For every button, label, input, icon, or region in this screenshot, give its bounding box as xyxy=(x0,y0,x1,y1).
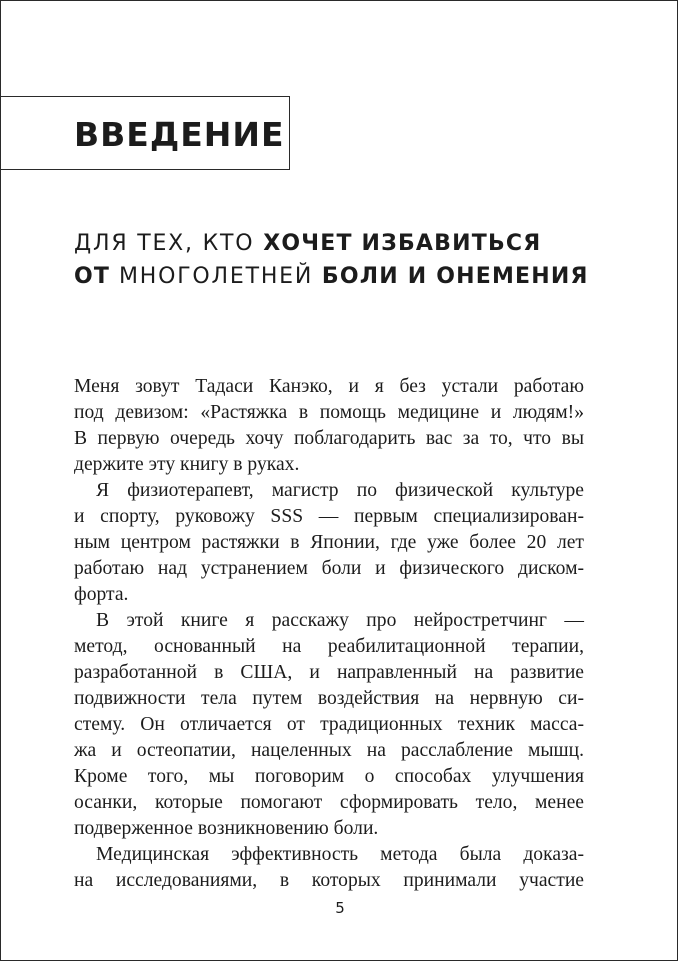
text-line: Медицинская эффективность метода была доказа- xyxy=(96,844,584,865)
text-line: и спорту, руковожу SSS — первым специализирован- xyxy=(74,506,584,527)
subtitle-segment: ДЛЯ ТЕХ, КТО xyxy=(74,231,264,256)
body-text xyxy=(74,374,584,894)
text-line: В первую очередь хочу поблагодарить вас за то, что вы xyxy=(74,428,584,449)
page-number: 5 xyxy=(335,899,345,917)
text-line: подверженное возникновению боли. xyxy=(74,818,379,839)
subtitle-segment-bold: БОЛИ И ОНЕМЕНИЯ xyxy=(321,264,589,289)
text-line: разработанной в США, и направленный на развитие xyxy=(74,662,584,683)
subtitle-segment: МНОГОЛЕТНЕЙ xyxy=(118,264,322,289)
text-line: Меня зовут Тадаси Канэко, и я без устали работаю xyxy=(74,376,584,397)
text-line: Я физиотерапевт, магистр по физической культуре xyxy=(96,480,584,501)
text-line: держите эту книгу в руках. xyxy=(74,454,300,475)
text-line: стему. Он отличается от традиционных техник масса- xyxy=(74,714,584,735)
text-line: на исследованиями, в которых принимали участие xyxy=(74,870,584,891)
text-line: Кроме того, мы поговорим о способах улучшения xyxy=(74,766,584,787)
text-line: осанки, которые помогают сформировать тело, менее xyxy=(74,792,584,813)
chapter-subtitle xyxy=(74,227,614,293)
subtitle-line-1 xyxy=(74,227,614,260)
text-line: В этой книге я расскажу про нейростретчинг — xyxy=(96,610,584,631)
text-line: ным центром растяжки в Японии, где уже более 20 лет xyxy=(74,532,584,553)
subtitle-segment-bold: ХОЧЕТ ИЗБАВИТЬСЯ xyxy=(263,231,542,256)
text-line: метод, основанный на реабилитационной терапии, xyxy=(74,636,584,657)
subtitle-line-2 xyxy=(74,260,614,293)
text-line: подвижности тела путем воздействия на нервную си- xyxy=(74,688,584,709)
subtitle-segment-bold: ОТ xyxy=(74,264,119,289)
chapter-title: ВВЕДЕНИЕ xyxy=(74,115,285,154)
text-line: работаю над устранением боли и физического диском- xyxy=(74,558,584,579)
text-line: жа и остеопатии, нацеленных на расслабление мышц. xyxy=(74,740,584,761)
text-line: под девизом: «Растяжка в помощь медицине и людям!» xyxy=(74,402,584,423)
text-line: форта. xyxy=(74,584,129,605)
